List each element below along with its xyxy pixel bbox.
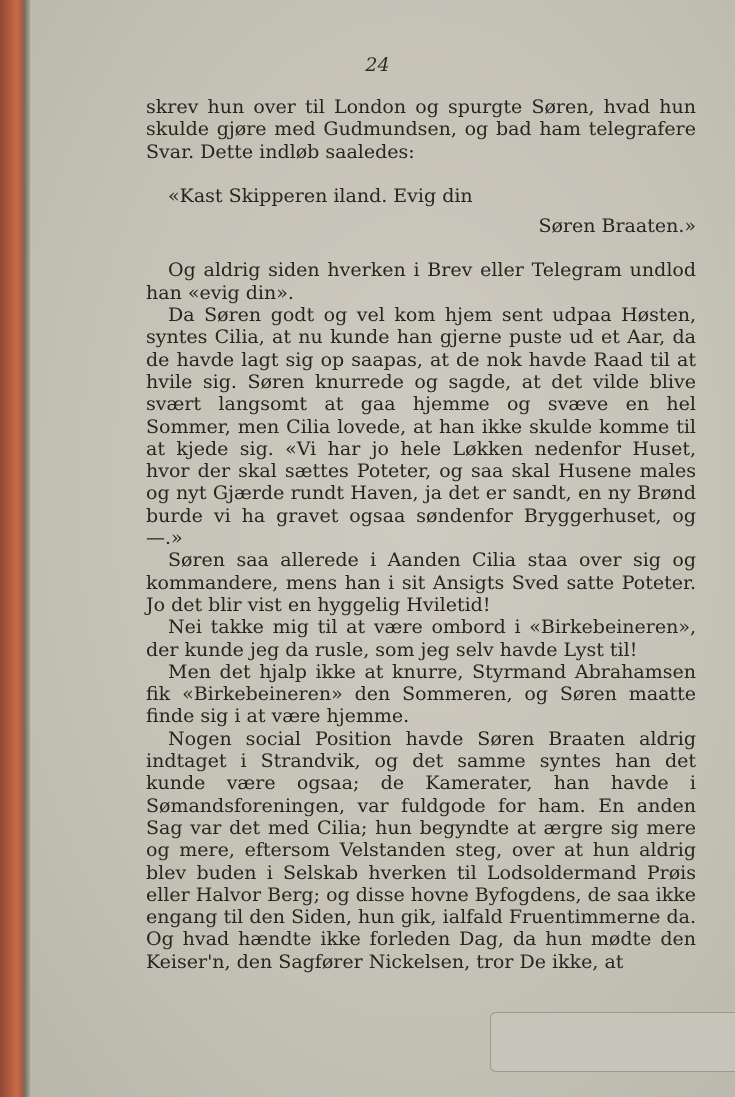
paragraph: Men det hjalp ikke at knurre, Styrmand Abrahamsen fik «Birkebeineren» den Sommeren, og Søren maatte finde sig i at være hjemme. xyxy=(146,660,696,728)
paragraph: Søren saa allerede i Aanden Cilia staa over sig og kommandere, mens han i sit Ansigts Sved satte Poteter. Jo det blir vist en hyggelig Hviletid! xyxy=(146,549,696,616)
paragraph: Og aldrig siden hverken i Brev eller Telegram undlod han «evig din». xyxy=(146,259,696,304)
book-page xyxy=(30,0,735,1097)
worn-label-patch xyxy=(490,1012,735,1072)
page-number: 24 xyxy=(365,54,390,76)
telegram-quote: «Kast Skipperen iland. Evig din xyxy=(168,184,473,207)
paragraph: Da Søren godt og vel kom hjem sent udpaa Høsten, syntes Cilia, at nu kunde han gjerne puste ud et Aar, da de havde lagt sig op saapas, at de nok havde Raad til at hvile sig. Søren knurrede og sagde, at det vilde blive svært langsomt at gaa hjemme og svæve en hel Sommer, men Cilia lovede, at han ikke skulde komme til at kjede sig. «Vi har jo hele Løkken nedenfor Huset, hvor der skal sættes Poteter, og saa skal Husene males og nyt Gjærde rundt Haven, ja det er sandt, en ny Brønd burde vi ha gravet ogsaa søndenfor Bryggerhuset, og —.» xyxy=(146,304,696,550)
paragraph: Nei takke mig til at være ombord i «Birkebeineren», der kunde jeg da rusle, som jeg selv havde Lyst til! xyxy=(146,616,696,661)
book-spine-edge xyxy=(0,0,24,1097)
paragraph: Nogen social Position havde Søren Braaten aldrig indtaget i Strandvik, og det samme syntes han det kunde være ogsaa; de Kamerater, han havde i Sømandsforeningen, var fuldgode for ham. En anden Sag var det med Cilia; hun begyndte at ærgre sig mere og mere, eftersom Velstanden steg, over at hun aldrig blev buden i Selskab hverken til Lodsoldermand Prøis eller Halvor Berg; og disse hovne Byfogdens, de saa ikke engang til den Siden, hun gik, ialfald Fruentimmerne da. Og hvad hændte ikke forleden Dag, da hun mødte den Keiser'n, den Sagfører Nickelsen, tror De ikke, at xyxy=(146,727,696,973)
paragraph-opening: skrev hun over til London og spurgte Søren, hvad hun skulde gjøre med Gudmundsen, og bad ham telegrafere Svar. Dette indløb saaledes: xyxy=(146,96,696,163)
page-text xyxy=(146,96,696,973)
telegram-signature: Søren Braaten.» xyxy=(538,215,696,238)
